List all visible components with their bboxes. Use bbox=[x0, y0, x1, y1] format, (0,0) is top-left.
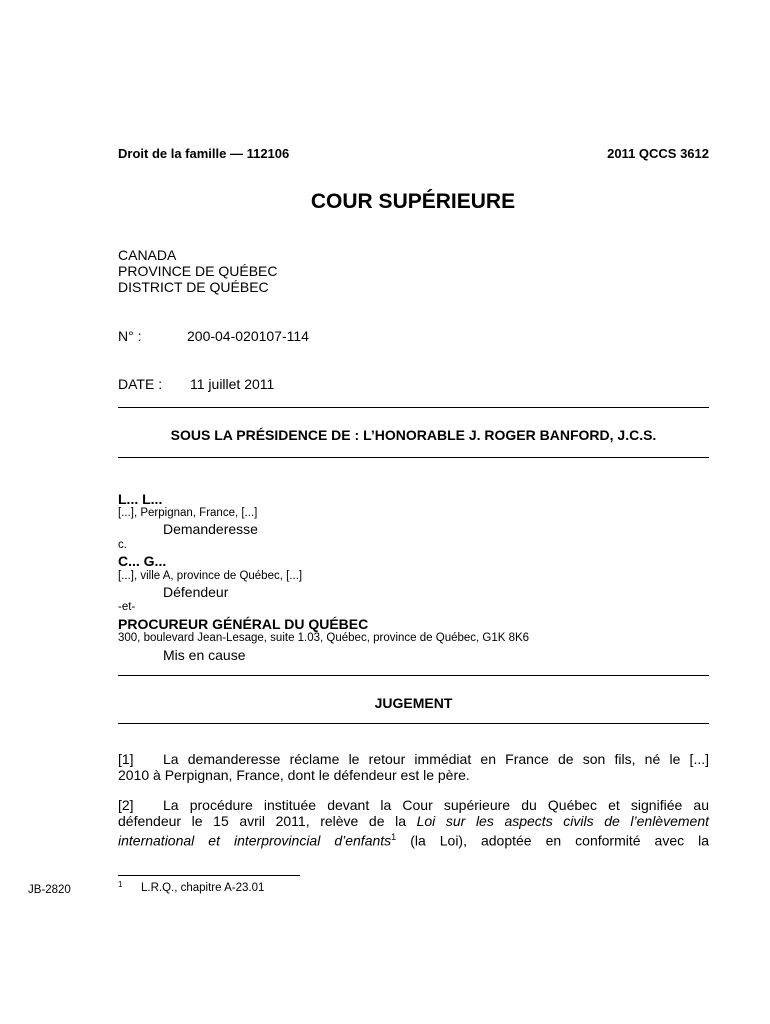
paragraph-number: [2] bbox=[118, 797, 134, 813]
court-title: COUR SUPÉRIEURE bbox=[310, 190, 516, 213]
plaintiff-name: L... L... bbox=[118, 491, 163, 507]
file-number-label: N° : bbox=[118, 328, 142, 344]
footnote-number: 1 bbox=[118, 880, 123, 889]
plaintiff-address: [...], Perpignan, France, [...] bbox=[118, 507, 258, 519]
statute-title: Loi sur les aspects civils de l’enlèvement bbox=[416, 813, 709, 829]
paragraph-2 bbox=[118, 797, 709, 849]
defendant-address: [...], ville A, province de Québec, [...] bbox=[118, 570, 303, 582]
statute-title: international et interprovincial d’enfants bbox=[118, 832, 392, 849]
footnote-reference: 1 bbox=[391, 832, 397, 842]
jurisdiction-country: CANADA bbox=[118, 247, 177, 263]
paragraph-text: 2010 à Perpignan, France, dont le défendeur est le père. bbox=[118, 767, 470, 783]
and-separator: -et- bbox=[118, 601, 136, 613]
neutral-citation: 2011 QCCS 3612 bbox=[607, 146, 709, 161]
paragraph-text: (la Loi), adoptée en conformité avec la bbox=[410, 832, 710, 849]
paragraph-number: [1] bbox=[118, 751, 134, 767]
impleaded-party-address: 300, boulevard Jean-Lesage, suite 1.03, Québec, province de Québec, G1K 8K6 bbox=[118, 632, 530, 644]
impleaded-party-role: Mis en cause bbox=[163, 647, 246, 663]
defendant-name: C... G... bbox=[118, 553, 167, 569]
plaintiff-role: Demanderesse bbox=[163, 521, 258, 537]
rule-divider bbox=[118, 675, 709, 676]
jurisdiction-province: PROVINCE DE QUÉBEC bbox=[118, 263, 278, 279]
footnote-text: L.R.Q., chapitre A-23.01 bbox=[141, 882, 265, 894]
jurisdiction-block bbox=[118, 247, 277, 295]
paragraph-1 bbox=[118, 751, 709, 783]
paragraph-text: La demanderesse réclame le retour immédiat en France de son fils, né le [...] bbox=[163, 751, 709, 767]
margin-code: JB-2820 bbox=[28, 884, 71, 896]
case-title: Droit de la famille — 112106 bbox=[118, 146, 290, 161]
versus-separator: c. bbox=[118, 539, 127, 551]
paragraph-text: défendeur le 15 avril 2011, relève de la bbox=[118, 813, 406, 829]
rule-divider bbox=[118, 407, 709, 408]
footnote-separator bbox=[118, 875, 300, 876]
paragraph-text: La procédure instituée devant la Cour supérieure du Québec et signifiée au bbox=[163, 797, 709, 813]
date-value: 11 juillet 2011 bbox=[190, 376, 275, 392]
judgment-heading: JUGEMENT bbox=[374, 695, 453, 711]
defendant-role: Défendeur bbox=[163, 584, 229, 600]
date-label: DATE : bbox=[118, 376, 163, 392]
rule-divider bbox=[118, 457, 709, 458]
rule-divider bbox=[118, 723, 709, 724]
impleaded-party-name: PROCUREUR GÉNÉRAL DU QUÉBEC bbox=[118, 616, 369, 632]
jurisdiction-district: DISTRICT DE QUÉBEC bbox=[118, 279, 269, 295]
presiding-judge: SOUS LA PRÉSIDENCE DE : L’HONORABLE J. ROGER BANFORD, J.C.S. bbox=[170, 427, 657, 443]
file-number-value: 200-04-020107-114 bbox=[187, 328, 309, 344]
